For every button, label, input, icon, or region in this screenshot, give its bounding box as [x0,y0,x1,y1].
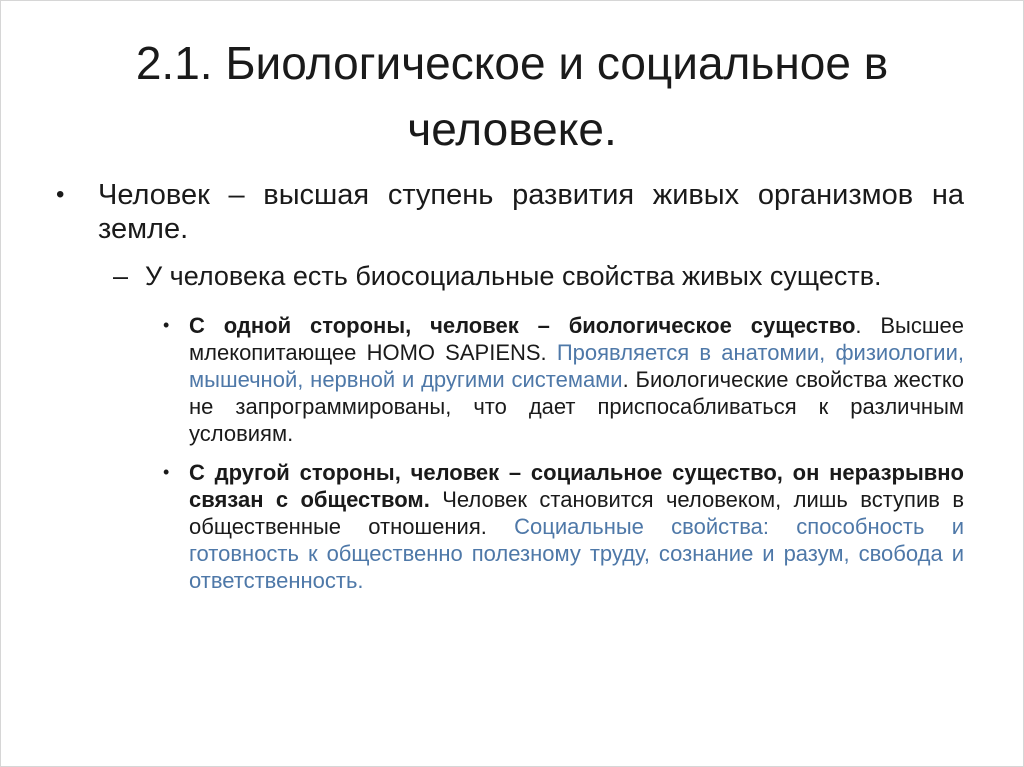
bullet-point-level1 [56,178,964,246]
point-text: Человек становится человеком, лишь вступив в общественные отношения. [189,487,965,539]
point-text: . Высшее млекопитающее HOMO SAPIENS. [189,313,964,365]
bullet-point-social [163,459,965,594]
point-text: . Биологические свойства жестко не запрограммированы, что дает приспосабливаться к различным условиям. [189,367,964,446]
bullet-dot-icon: • [163,462,170,482]
bullet-dot-icon: • [163,315,170,335]
point-text: У человека есть биосоциальные свойства живых существ. [145,261,882,291]
bold-statement: С другой стороны, человек – социальное существо, он неразрывно связан с обществом. [189,460,964,512]
slide-title: 2.1. Биологическое и социальное в человеке. [135,37,889,155]
bullet-dash-icon: – [113,261,129,291]
bullet-dot-icon: • [56,181,65,208]
highlighted-text: Социальные свойства: способность и готовность к общественно полезному труду, сознание и разум, свобода и ответственность. [189,514,965,593]
point-text: Человек – высшая ступень развития живых организмов на земле. [98,179,964,245]
bold-statement: С одной стороны, человек – биологическое существо [189,313,856,338]
slide-content [0,178,1024,594]
highlighted-text: Проявляется в анатомии, физиологии, мышечной, нервной и другими системами [189,340,964,392]
bullet-point-level2 [113,261,964,292]
bullet-point-biological [163,312,964,447]
